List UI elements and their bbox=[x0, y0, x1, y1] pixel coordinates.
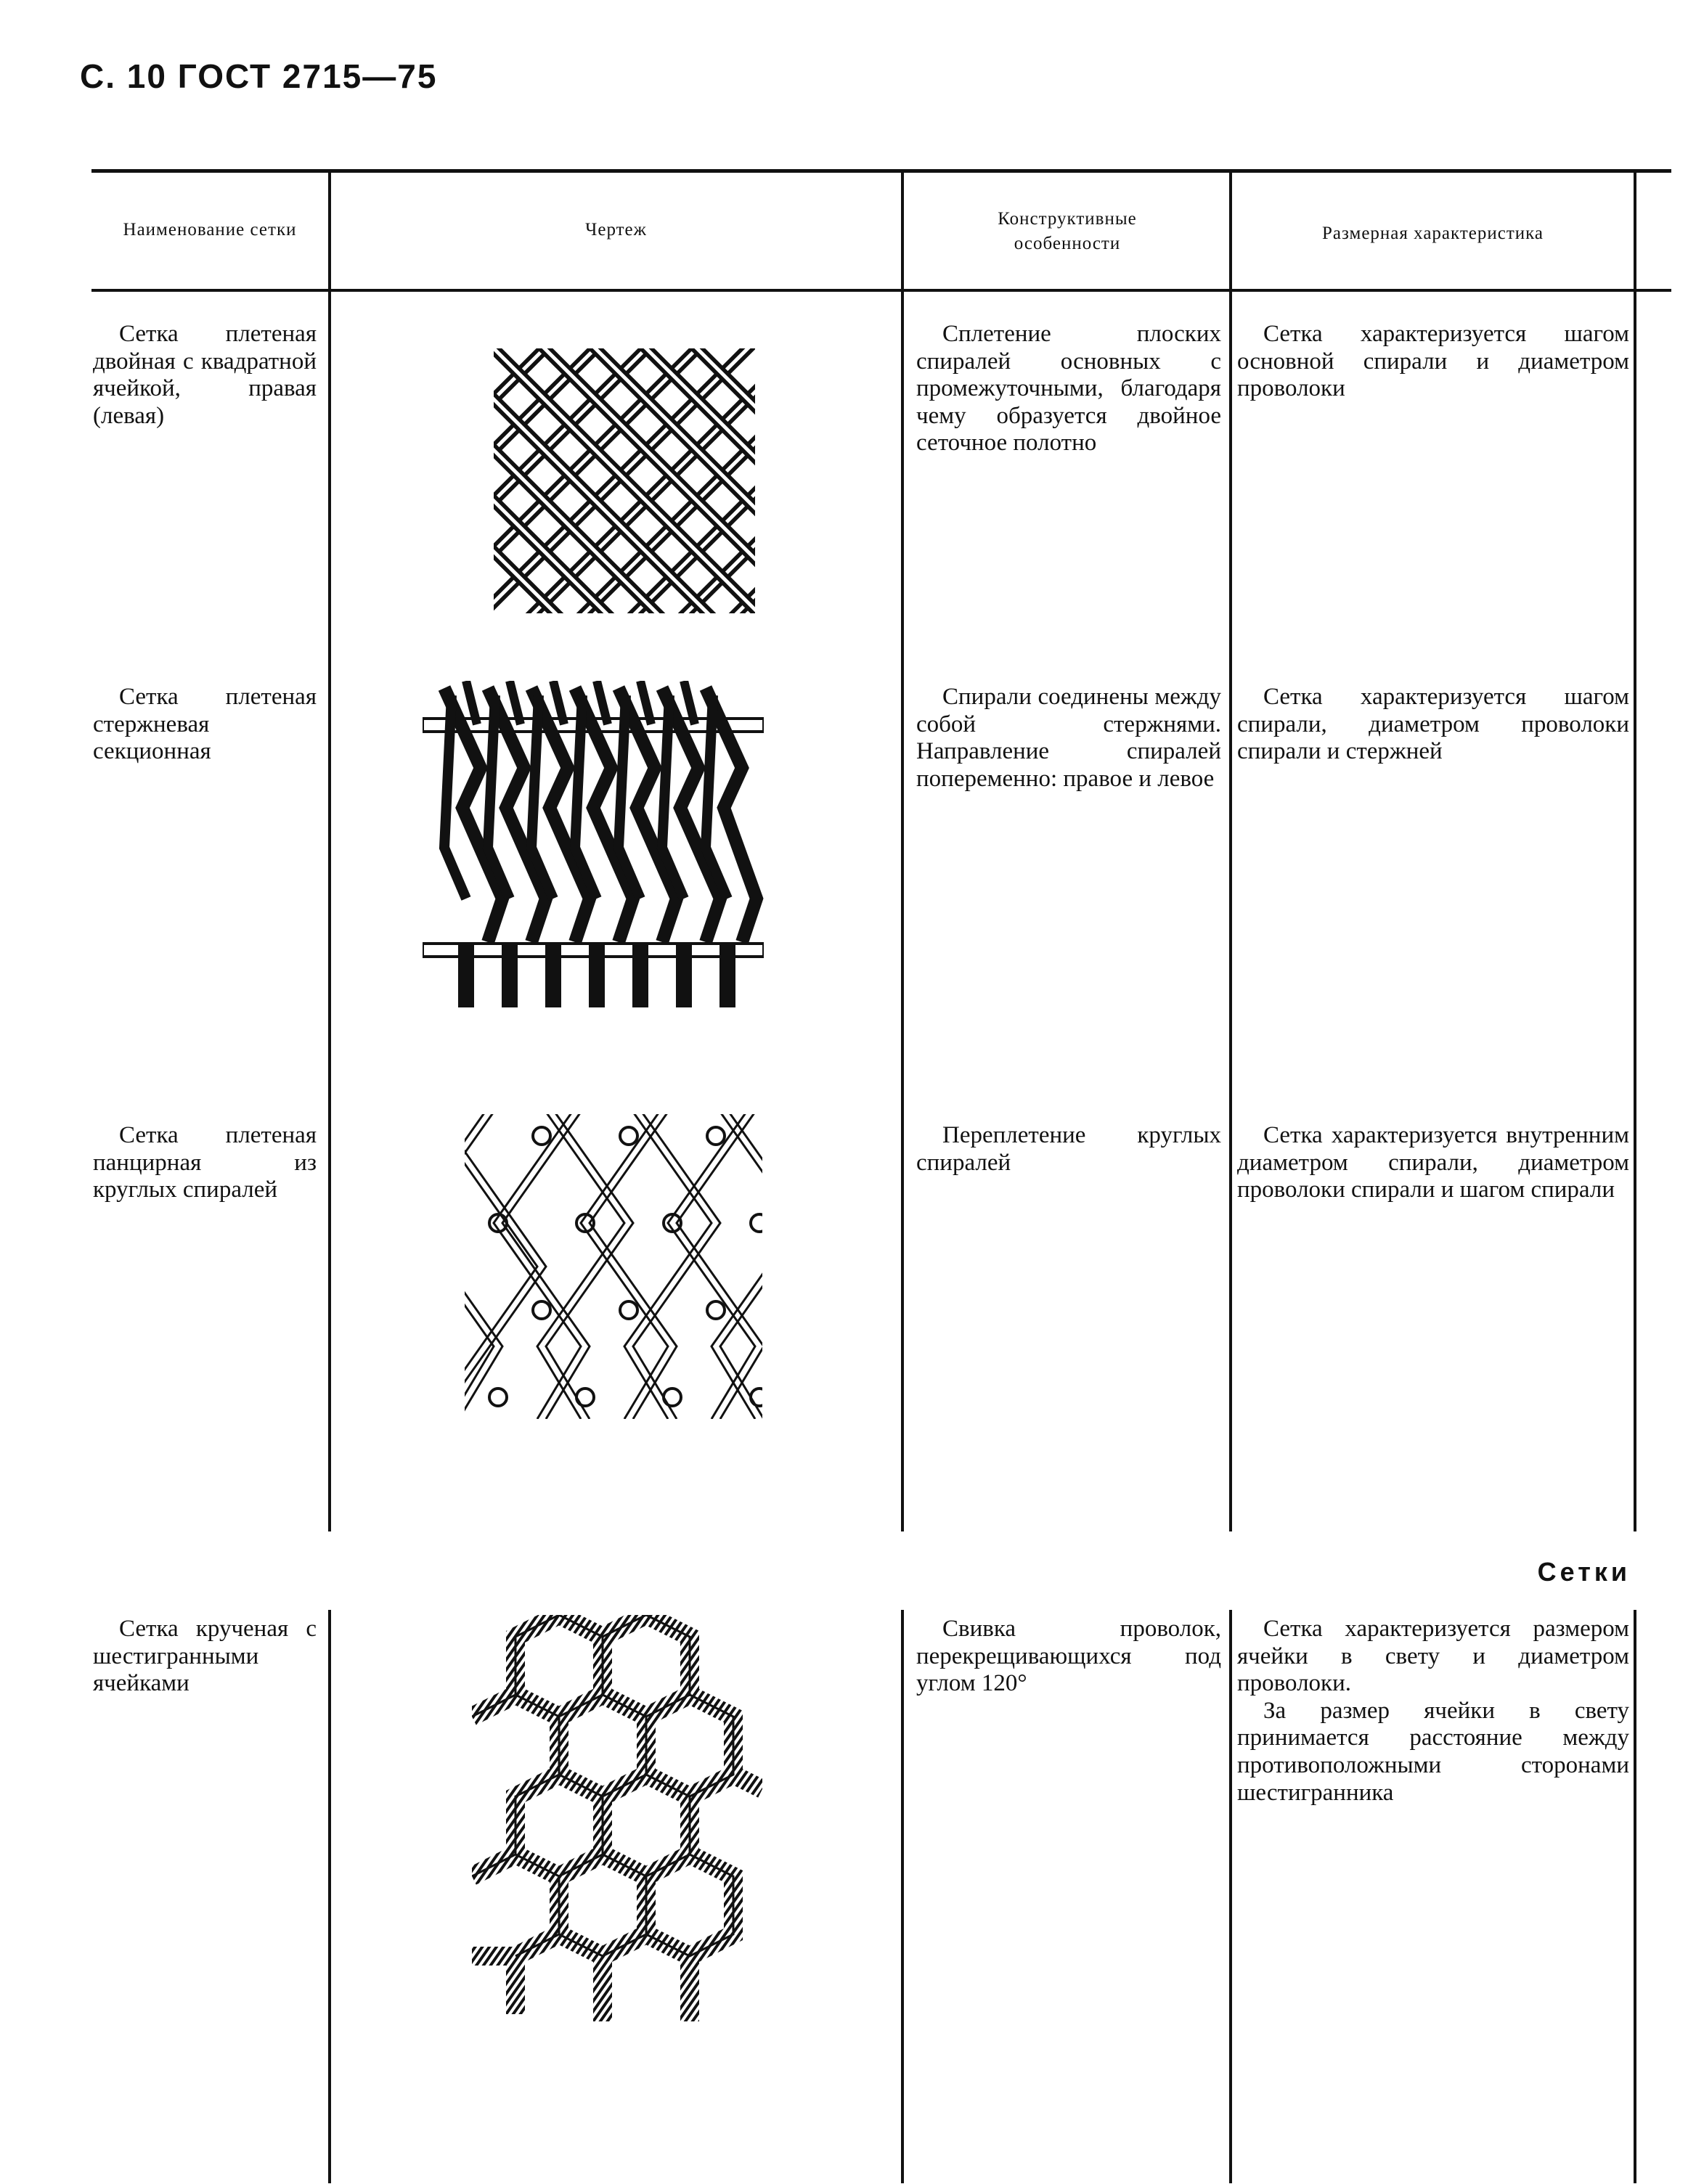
column-divider bbox=[1229, 1610, 1232, 2183]
row-4-dims bbox=[1237, 1616, 1629, 1807]
column-header-drawing: Чертеж bbox=[585, 220, 647, 240]
rod-sectional-spiral-mesh-icon bbox=[423, 681, 764, 1015]
row-2-features: Спирали соединены между собой стержнями. Направление спиралей попеременно: правое и левое bbox=[916, 684, 1221, 792]
row-1-dims bbox=[1237, 321, 1629, 403]
column-divider bbox=[328, 169, 331, 1531]
column-divider bbox=[1634, 1610, 1636, 2183]
row-1-features: Сплетение плоских спиралей основных с промежуточными, благодаря чему образуется двойное сеточное полотно bbox=[916, 321, 1221, 457]
row-1-dims-text: Сетка характеризуется шагом основной спирали и диаметром проволоки bbox=[1237, 321, 1629, 402]
row-4-name: Сетка крученая с шестигранными ячейками bbox=[93, 1616, 317, 1697]
column-divider bbox=[328, 1610, 331, 2183]
column-header-name: Наименование сетки bbox=[123, 220, 297, 240]
row-3-dims-text: Сетка характеризуется внутренним диаметром спирали, диаметром проволоки спирали и шагом спирали bbox=[1237, 1122, 1629, 1203]
row-4-features: Свивка проволок, перекрещивающихся под углом 120° bbox=[916, 1616, 1221, 1697]
page-header: С. 10 ГОСТ 2715—75 bbox=[80, 57, 438, 95]
chain-link-mesh-icon bbox=[465, 1114, 762, 1419]
column-divider bbox=[1634, 169, 1636, 1531]
row-4-dims-text-1: Сетка характеризуется размером ячейки в свету и диаметром проволоки. bbox=[1237, 1616, 1629, 1697]
row-3-dims bbox=[1237, 1122, 1629, 1204]
column-header-features: Конструктивные особенности bbox=[998, 209, 1137, 253]
row-3-features: Переплетение круглых спиралей bbox=[916, 1122, 1221, 1176]
row-1-name: Сетка плетеная двойная с квадратной ячейкой, правая (левая) bbox=[93, 321, 317, 429]
column-divider bbox=[1229, 169, 1232, 1531]
row-2-dims-text: Сетка характеризуется шагом спирали, диаметром проволоки спирали и стержней bbox=[1237, 684, 1629, 765]
column-header-dims: Размерная характеристика bbox=[1321, 224, 1544, 243]
hexagonal-twisted-mesh-icon bbox=[472, 1615, 762, 2021]
column-divider bbox=[901, 169, 904, 1531]
row-2-dims bbox=[1237, 684, 1629, 766]
row-4-dims-text-2: За размер ячейки в свету принимается расстояние между противоположными сторонами шестигранника bbox=[1237, 1697, 1629, 1806]
row-3-name: Сетка плетеная панцирная из круглых спиралей bbox=[93, 1122, 317, 1203]
column-divider bbox=[901, 1610, 904, 2183]
double-woven-square-mesh-icon bbox=[494, 348, 755, 613]
section-label: Сетки bbox=[1537, 1557, 1631, 1587]
row-2-name: Сетка плетеная стержневая секционная bbox=[93, 684, 317, 765]
